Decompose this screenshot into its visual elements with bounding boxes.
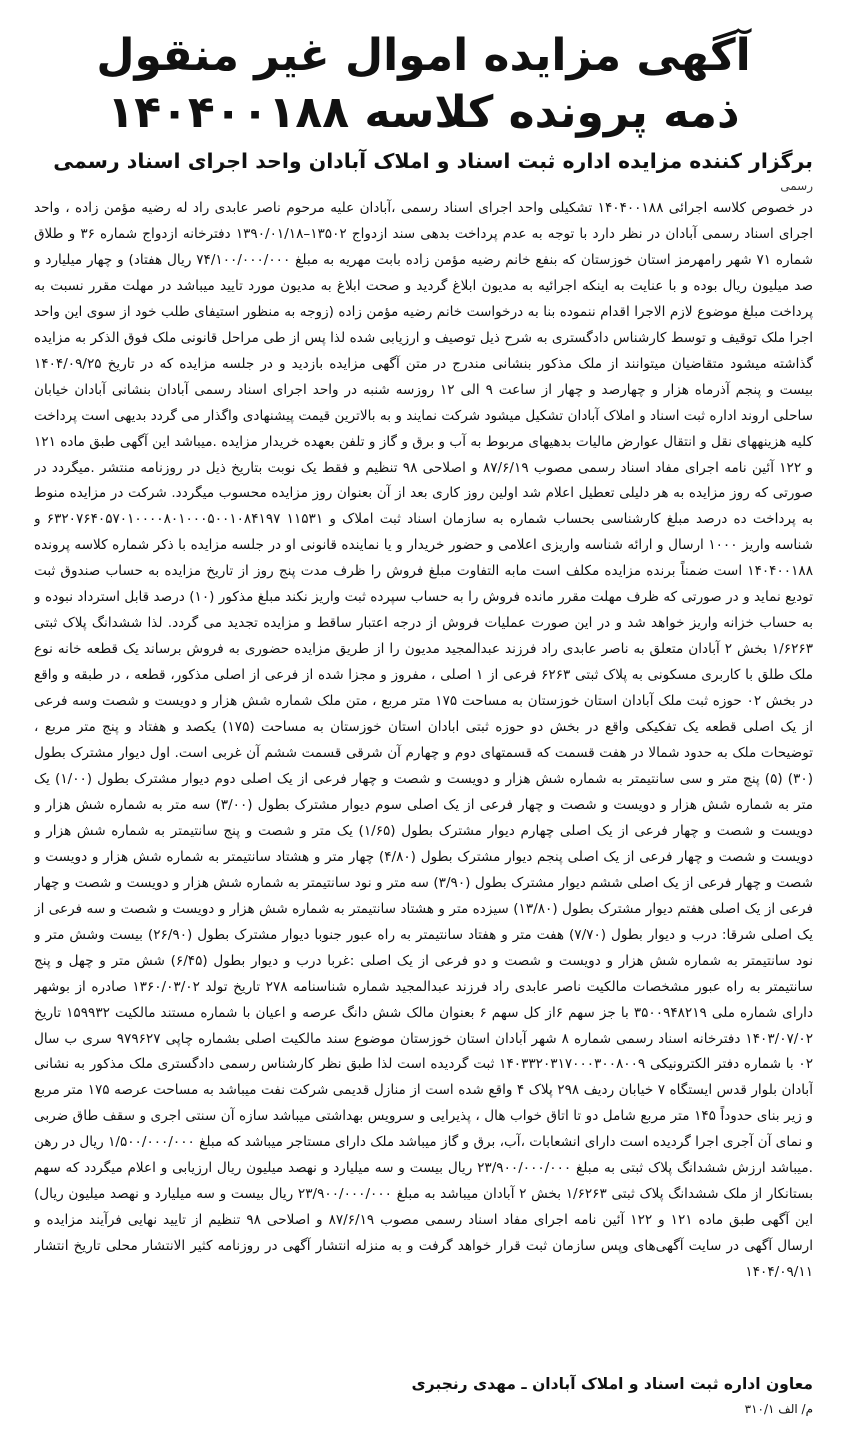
notice-body: در خصوص کلاسه اجرائی ۱۴۰۴۰۰۱۸۸ تشکیلی واحد اجرای اسناد رسمی ،آبادان علیه مرحوم ناصر عابدی راد له رضیه مؤمن زاده ، واحد اجرای اسناد رسمی آبادان در نظر دارد با توجه به عدم پرداخت بدهی سند ازدواج ۱۳۵۰۲–۱۳۹۰/۰۱/۱۸ دفترخانه ازدواج شماره ۳۶ و طلاق شماره ۷۱ شهر رامهرمز استان خوزستان که بنفع خانم رضیه مؤمن زاده بابت مهریه به مبلغ ۷۴/۱۰۰/۰۰۰/۰۰۰ ریال هفتاد) و چهار میلیارد و صد میلیون ریال بوده و با عنایت به اینکه اجرائیه به مدیون ابلاغ گردید و صحت ابلاغ به مدیون مورد تایید میباشد در مهلت مقرر نسبت به پرداخت مبلغ موضوع لازم الاجرا اقدام ننموده بنا به درخواست خانم رضیه مؤمن زاده (زوجه به منظور استیفای طلب خود از سوی این واحد اجرا ملک توقیف و توسط کارشناس دادگستری به شرح ذیل توصیف و ارزیابی شده لذا پس از طی مراحل قانونی ملک فوق الذکر به مزایده گذاشته میشود متقاضیان میتوانند از ملک مذکور بنشانی مندرج در متن آگهی مزایده بازدید و در جلسه مزایده که در تاریخ ۱۴۰۴/۰۹/۲۵ بیست و پنجم آذرماه هزار و چهارصد و چهار از ساعت ۹ الی ۱۲ روزسه شنبه در واحد اجرای اسناد رسمی آبادان بنشانی آبادان خیابان ساحلی اروند اداره ثبت اسناد و املاک آبادان تشکیل میشود شرکت نمایند و به بالاترین قیمت پیشنهادی واگذار می گردد بدیهی است پرداخت کلیه هزینههای نقل و انتقال عوارض مالیات بدهیهای مربوط به آب و برق و گاز و تلفن بعهده خریدار مزایده .میباشد این آگهی طبق ماده ۱۲۱ و ۱۲۲ آئین نامه اجرای مفاد اسناد رسمی مصوب ۸۷/۶/۱۹ و اصلاحی ۹۸ تنظیم و فقط یک نوبت بتاریخ ذیل در روزنامه منتشر .میگردد در صورتی که روز مزایده به هر دلیلی تعطیل اعلام شد اولین روز کاری بعد از آن بعنوان روز مزایده محسوب میگردد. شرکت در مزایده منوط به پرداخت ده درصد مبلغ کارشناسی بحساب شماره به سازمان اسناد ثبت املاک و ۱۱۵۳۱ ۶۳۲۰۷۶۴۰۵۷۰۱۰۰۰۰۸۰۱۰۰۰۵۰۰۱۰۸۴۱۹۷ و شناسه واریز ۱۰۰۰ ارسال و ارائه شناسه واریزی اعلامی و حضور خریدار و یا نماینده قانونی او در جلسه مزایده با ذکر شماره کلاسه پرونده ۱۴۰۴۰۰۱۸۸ است ضمناً برنده مزایده مکلف است مابه التفاوت مبلغ فروش را ظرف مدت پنج روز از تاریخ مزایده به حساب صندوق ثبت تودیع نماید و در صورتی که ظرف مهلت مقرر مانده فروش را به حساب سپرده ثبت واریز نکند مبلغ مذکور (۱۰) درصد قابل استرداد نبوده و به حساب خزانه واریز خواهد شد و در این صورت عملیات فروش از درجه اعتبار ساقط و مزایده تجدید می گردد. لذا ششدانگ پلاک ثبتی ۱/۶۲۶۳ بخش ۲ آبادان متعلق به ناصر عابدی راد فرزند عبدالمجید مدیون را از طریق مزایده حضوری به فروش برساند یک قطعه خانه نوع ملک طلق با کاربری مسکونی به پلاک ثبتی ۶۲۶۳ فرعی از ۱ اصلی ، مفروز و مجزا شده از فرعی از اصلی مذکور، قطعه ، در طبقه و واقع در بخش ۰۲ حوزه ثبت ملک آبادان استان خوزستان به مساحت ۱۷۵ متر مربع ، متن ملک شماره شش هزار و دویست و شصت وسه فرعی از یک اصلی قطعه یک تفکیکی واقع در بخش دو حوزه ثبتی ابادان استان خوزستان به مساحت (۱۷۵) یکصد و هفتاد و پنج متر مربع ، توضیحات ملک به حدود شمالا در هفت قسمت که قسمتهای دوم و چهارم آن شرقی قسمت ششم آن غربی است. اول دیوار مشترک بطول (۳۰) (۵) پنج متر و سی سانتیمتر به شماره شش هزار و دویست و شصت و چهار فرعی از یک اصلی دوم دیوار مشترک بطول (۱/۰۰) یک متر به شماره شش هزار و دویست و شصت و چهار فرعی از یک اصلی سوم دیوار مشترک بطول (۳/۰۰) سه متر به شماره شش هزار و دویست و شصت و چهار فرعی از یک اصلی چهارم دیوار مشترک بطول (۱/۶۵) یک متر و شصت و پنج سانتیمتر به شماره شش هزار و دویست و شصت و چهار فرعی از یک اصلی پنجم دیوار مشترک بطول (۴/۸۰) چهار متر و هشتاد سانتیمتر به شماره شش هزار و دویست و شصت و چهار فرعی از یک اصلی ششم دیوار مشترک بطول (۳/۹۰) سه متر و نود سانتیمتر به شماره شش هزار و دویست و شصت و چهار فرعی از یک اصلی هفتم دیوار مشترک بطول (۱۳/۸۰) سیزده متر و هشتاد سانتیمتر به شماره شش هزار و دویست و شصت و سه فرعی از یک اصلی شرقا: درب و دیوار بطول (۷/۷۰) هفت متر و هفتاد سانتیمتر به راه عبور جنوبا دیوار مشترک بطول (۲۶/۹۰) بیست وشش متر و نود سانتیمتر به شماره شش هزار و دویست و شصت و دو فرعی از یک اصلی :غربا درب و دیوار بطول (۶/۴۵) شش متر و چهل و پنج سانتیمتر به راه عبور مشخصات مالکیت ناصر عابدی راد فرزند عبدالمجید شماره شناسنامه ۲۷۸ تاریخ تولد ۱۳۶۰/۰۳/۰۲ صادره از بوشهر دارای شماره ملی ۳۵۰۰۹۴۸۲۱۹ با جز سهم ۶از کل سهم ۶ بعنوان مالک شش دانگ عرصه و اعیان با شماره مستند مالکیت ۱۵۹۹۳۲ تاریخ ۱۴۰۳/۰۷/۰۲ دفترخانه اسناد رسمی شماره ۸ شهر آبادان استان خوزستان موضوع سند مالکیت اصلی بشماره چاپی ۹۷۹۶۲۷ سری ب سال ۰۲ با شماره دفتر الکترونیکی ۱۴۰۳۳۲۰۳۱۷۰۰۰۳۰۰۸۰۰۹ ثبت گردیده است لذا طبق نظر کارشناس رسمی دادگستری ملک مذکور به نشانی آبادان بلوار قدس ایستگاه ۷ خیابان ردیف ۲۹۸ پلاک ۴ واقع شده است از منازل قدیمی شرکت نفت میباشد به مساحت عرصه ۱۷۵ متر مربع و زیر بنای حدوداً ۱۴۵ متر مربع شامل دو تا اتاق خواب هال ، پذیرایی و سرویس بهداشتی میباشد سازه آن سنتی اجری و سقف طاق ضربی و نمای آن آجری اجرا گردیده است دارای انشعابات ،آب، برق و گاز میباشد ملک دارای مستاجر میباشد که مبلغ ۱/۵۰۰/۰۰۰/۰۰۰ ریال در رهن .میباشد ارزش ششدانگ پلاک ثبتی به مبلغ ۲۳/۹۰۰/۰۰۰/۰۰۰ ریال بیست و سه میلیارد و نهصد میلیون ریال ارزیابی و اعلام میگردد که سهم بستانکار از ملک ششدانگ پلاک ثبتی ۱/۶۲۶۳ بخش ۲ آبادان میباشد به مبلغ ۲۳/۹۰۰/۰۰۰/۰۰۰ ریال بیست و سه میلیارد و نهصد میلیون ریال) این آگهی طبق ماده ۱۲۱ و ۱۲۲ آئین نامه اجرای مفاد اسناد رسمی مصوب ۸۷/۶/۱۹ و اصلاحی ۹۸ تنظیم از تایید نهایی فرآیند مزایده و ارسال آگهی در سایت آگهی‌های وپس سازمان ثبت قرار خواهد گرفت و به منزله انتشار آگهی در روزنامه کثیر الانتشار محلی تاریخ انتشار ۱۴۰۴/۰۹/۱۱ [34, 200, 813, 1281]
signature: معاون اداره ثبت اسناد و املاک آبادان ـ مهدی رنجبری [411, 1375, 813, 1393]
case-file-number: ذمه پرونده کلاسه ۱۴۰۴۰۰۱۸۸ [107, 87, 740, 138]
organizer-continuation: رسمی [780, 179, 813, 193]
reference-number: م/ الف ۳۱۰/۱ [744, 1402, 813, 1416]
notice-title: آگهی مزایده اموال غیر منقول [96, 30, 751, 81]
auction-organizer: برگزار کننده مزایده اداره ثبت اسناد و املاک آبادان واحد اجرای اسناد رسمی [53, 149, 813, 173]
